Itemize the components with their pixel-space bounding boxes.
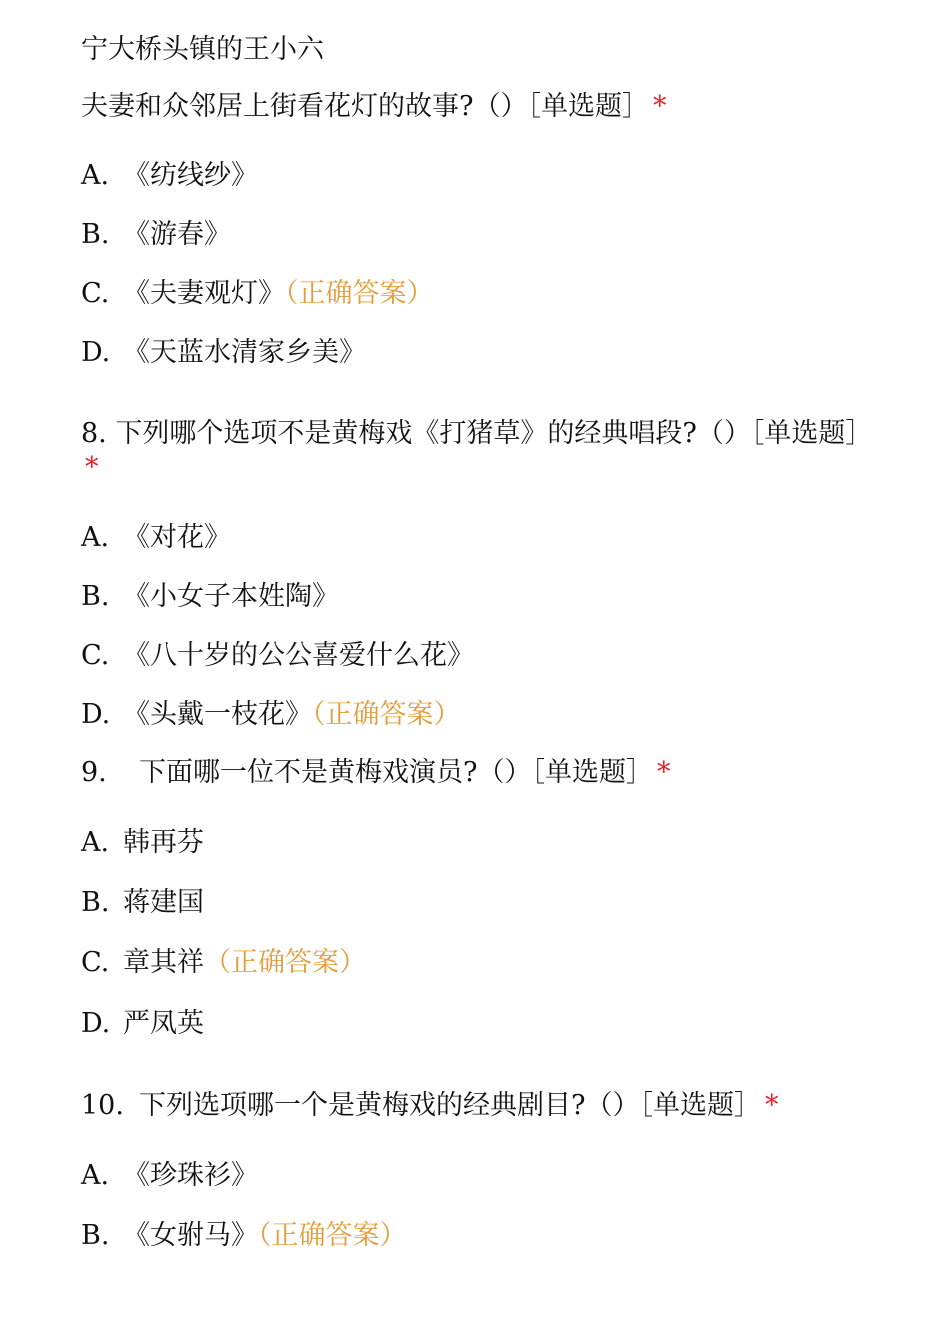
q8-option-d-text: 《头戴一枝花》 bbox=[123, 699, 312, 730]
q9-question bbox=[81, 756, 670, 790]
q7-option-b-text: 《游春》 bbox=[123, 219, 231, 250]
q10-required-mark: * bbox=[764, 1090, 779, 1121]
q9-correct-answer-label: （正确答案） bbox=[204, 947, 366, 978]
q8-option-c-text: 《八十岁的公公喜爱什么花》 bbox=[123, 640, 474, 671]
q7-option-b bbox=[81, 218, 231, 252]
q9-option-d bbox=[81, 1007, 204, 1041]
q8-question bbox=[81, 417, 871, 485]
q9-option-a-letter: A. bbox=[81, 827, 110, 858]
q9-number: 9. bbox=[81, 757, 107, 788]
q7-option-c-text: 《夫妻观灯》 bbox=[123, 278, 285, 309]
q9-option-b-text: 蒋建国 bbox=[123, 887, 204, 918]
q8-option-b-letter: B. bbox=[81, 581, 110, 612]
q8-option-c-letter: C. bbox=[81, 640, 110, 671]
q10-question bbox=[81, 1089, 778, 1123]
q10-option-a bbox=[81, 1159, 258, 1193]
q9-option-b-letter: B. bbox=[81, 887, 110, 918]
q9-option-c-letter: C. bbox=[81, 947, 110, 978]
q8-required-mark: * bbox=[85, 452, 99, 483]
q7-text-line1-content: 宁大桥头镇的王小六 bbox=[81, 34, 324, 65]
q8-option-a-text: 《对花》 bbox=[123, 522, 231, 553]
q7-text-line2 bbox=[81, 90, 666, 124]
q8-option-b bbox=[81, 580, 339, 614]
q10-option-a-letter: A. bbox=[81, 1160, 110, 1191]
q9-question-text: 下面哪一位不是黄梅戏演员?（）［单选题］ bbox=[139, 757, 653, 788]
q9-option-a bbox=[81, 826, 204, 860]
q10-option-b-letter: B. bbox=[81, 1220, 110, 1251]
q7-correct-answer-label: （正确答案） bbox=[285, 278, 434, 309]
q7-option-d-letter: D. bbox=[81, 337, 111, 368]
q10-option-a-text: 《珍珠衫》 bbox=[123, 1160, 258, 1191]
q10-option-b bbox=[81, 1219, 407, 1253]
q7-option-c bbox=[81, 277, 434, 311]
q7-option-a bbox=[81, 159, 258, 193]
q8-option-d bbox=[81, 698, 461, 732]
q7-option-a-letter: A. bbox=[81, 160, 110, 191]
q8-option-a bbox=[81, 521, 231, 555]
q7-text-line1 bbox=[81, 33, 324, 67]
q7-question-text: 夫妻和众邻居上街看花灯的故事?（）［单选题］ bbox=[81, 91, 649, 122]
q9-option-d-letter: D. bbox=[81, 1008, 111, 1039]
q8-option-b-text: 《小女子本姓陶》 bbox=[123, 581, 339, 612]
q8-correct-answer-label: （正确答案） bbox=[312, 699, 461, 730]
q7-option-a-text: 《纺线纱》 bbox=[123, 160, 258, 191]
q8-option-a-letter: A. bbox=[81, 522, 110, 553]
q9-option-a-text: 韩再芬 bbox=[123, 827, 204, 858]
q7-option-b-letter: B. bbox=[81, 219, 110, 250]
q10-option-b-text: 《女驸马》 bbox=[123, 1220, 258, 1251]
q8-option-c bbox=[81, 639, 474, 673]
q9-option-d-text: 严凤英 bbox=[123, 1008, 204, 1039]
q7-option-d-text: 《天蓝水清家乡美》 bbox=[123, 337, 366, 368]
q9-option-b bbox=[81, 886, 204, 920]
q9-option-c-text: 章其祥 bbox=[123, 947, 204, 978]
q8-number: 8. bbox=[81, 418, 107, 449]
q9-option-c bbox=[81, 946, 366, 980]
q8-option-d-letter: D. bbox=[81, 699, 111, 730]
q10-number: 10. bbox=[81, 1090, 124, 1121]
q10-question-text: 下列选项哪一个是黄梅戏的经典剧目?（）［单选题］ bbox=[139, 1090, 761, 1121]
q7-option-d bbox=[81, 336, 366, 370]
q8-question-text: 下列哪个选项不是黄梅戏《打猪草》的经典唱段?（）［单选题］ bbox=[115, 418, 873, 449]
q7-required-mark: * bbox=[652, 91, 667, 122]
q9-required-mark: * bbox=[656, 757, 671, 788]
q7-option-c-letter: C. bbox=[81, 278, 110, 309]
q10-correct-answer-label: （正确答案） bbox=[258, 1220, 407, 1251]
